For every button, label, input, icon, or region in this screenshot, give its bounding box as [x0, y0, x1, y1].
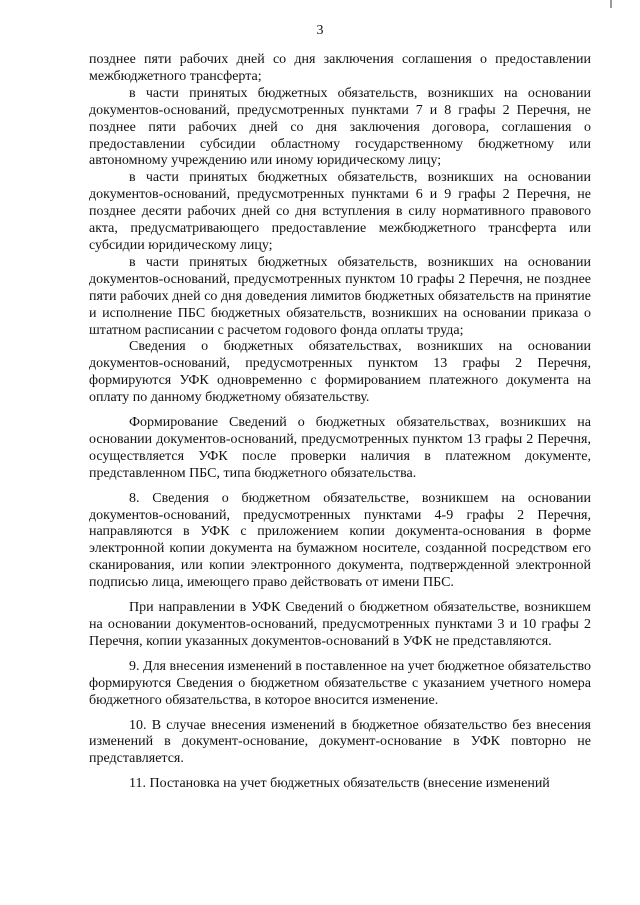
paragraph-gap	[89, 768, 591, 776]
paragraph-item-13-forming: Формирование Сведений о бюджетных обязательствах, возникших на основании документов-оснований, предусмотренных пунктом 13 графы 2 Перечня, осуществляется УФК после проверки наличия в платежном документе, представленном ПБС, типа бюджетного обязательства.	[89, 415, 591, 481]
paragraph-section-10: 10. В случае внесения изменений в бюджетное обязательство без внесения изменений в документ-основание, документ-основание в УФК повторно не представляется.	[89, 717, 591, 767]
paragraph-items-7-8: в части принятых бюджетных обязательств, возникших на основании документов-оснований, предусмотренных пунктами 7 и 8 графы 2 Перечня, не позднее пяти рабочих дней со дня заключения договора, соглашения о предоставлении субсидии областному государственному бюджетному или автономному учреждению или иному юридическому лицу;	[89, 85, 591, 169]
paragraph-gap	[89, 483, 591, 491]
document-body	[89, 52, 591, 793]
paragraph-gap	[89, 407, 591, 415]
paragraph-gap	[89, 651, 591, 659]
paragraph-section-8: 8. Сведения о бюджетном обязательстве, возникшем на основании документов-оснований, предусмотренных пунктами 4-9 графы 2 Перечня, направляются в УФК с приложением копии документа-основания в форме электронной копии документа на бумажном носителе, созданной посредством его сканирования, или копии электронного документа, подтвержденной электронной подписью лица, имеющего право действовать от имени ПБС.	[89, 490, 591, 591]
paragraph-section-11: 11. Постановка на учет бюджетных обязательств (внесение изменений	[129, 776, 550, 792]
paragraph-gap	[89, 710, 591, 718]
paragraph-section-9: 9. Для внесения изменений в поставленное на учет бюджетное обязательство формируются Сведения о бюджетном обязательстве с указанием учетного номера бюджетного обязательства, в которое вносится изменение.	[89, 658, 591, 708]
page-number: 3	[316, 23, 324, 38]
paragraph-item-10: в части принятых бюджетных обязательств, возникших на основании документов-оснований, предусмотренных пунктом 10 графы 2 Перечня, не позднее пяти рабочих дней со дня доведения лимитов бюджетных обязательств на принятие и исполнение ПБС бюджетных обязательств, возникших на основании приказа о штатном расписании с расчетом годового фонда оплаты труда;	[89, 254, 591, 338]
paragraph-item-13-info: Сведения о бюджетных обязательствах, возникших на основании документов-оснований, предусмотренных пунктом 13 графы 2 Перечня, формируются УФК одновременно с формированием платежного документа на оплату по данному бюджетному обязательству.	[89, 339, 591, 406]
scan-mark	[610, 0, 612, 8]
paragraph-continuation: позднее пяти рабочих дней со дня заключения соглашения о предоставлении межбюджетного трансферта;	[89, 52, 591, 84]
paragraph-items-6-9: в части принятых бюджетных обязательств, возникших на основании документов-оснований, предусмотренных пунктами 6 и 9 графы 2 Перечня, не позднее десяти рабочих дней со дня вступления в силу нормативного правового акта, предусматривающего предоставление межбюджетного трансферта или субсидии юридическому лицу;	[89, 170, 591, 253]
paragraph-section-8-note: При направлении в УФК Сведений о бюджетном обязательстве, возникшем на основании документов-оснований, предусмотренных пунктами 3 и 10 графы 2 Перечня, копии указанных документов-оснований в УФК не представляются.	[89, 600, 591, 649]
paragraph-gap	[89, 592, 591, 600]
